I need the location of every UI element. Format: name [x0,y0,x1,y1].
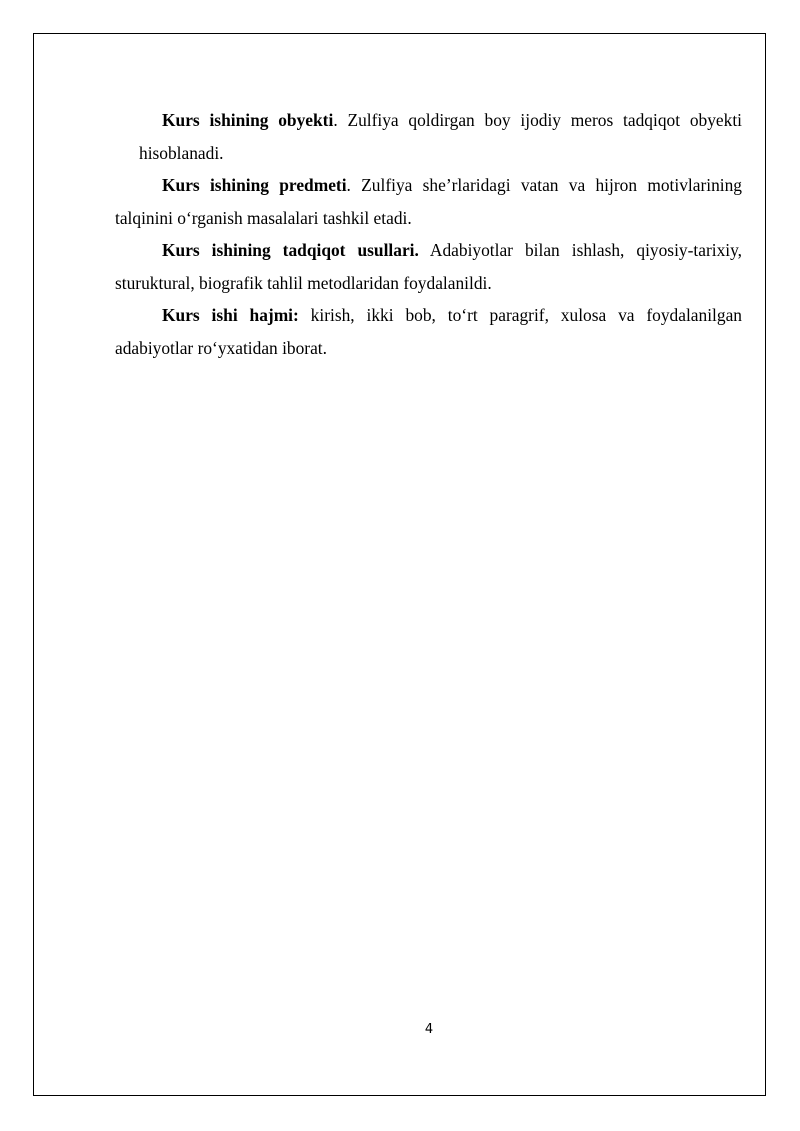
paragraph-subject [115,169,742,234]
paragraph-text: . Zulfiya she’rlaridagi vatan va hijron motivlarining talqinini o‘rganish masalalari tashkil etadi. [115,175,742,228]
paragraph-text: kirish, ikki bob, to‘rt paragrif, xulosa va foydalanilgan adabiyotlar ro‘yxatidan iborat. [115,305,742,358]
paragraph-text: Adabiyotlar bilan ishlash, qiyosiy-tarixiy, sturuktural, biografik tahlil metodlaridan foydalanildi. [115,240,743,293]
paragraph-object [115,104,742,169]
paragraph-heading: Kurs ishi hajmi: [162,305,299,325]
document-body [115,104,742,364]
paragraph-methods [115,234,742,299]
paragraph-volume [115,299,742,364]
paragraph-text: . Zulfiya qoldirgan boy ijodiy meros tadqiqot obyekti hisoblanadi. [139,110,742,163]
paragraph-heading: Kurs ishining obyekti [162,110,334,130]
paragraph-heading: Kurs ishining tadqiqot usullari. [162,240,419,260]
paragraph-heading: Kurs ishining predmeti [162,175,347,195]
page-number: 4 [424,1022,434,1037]
